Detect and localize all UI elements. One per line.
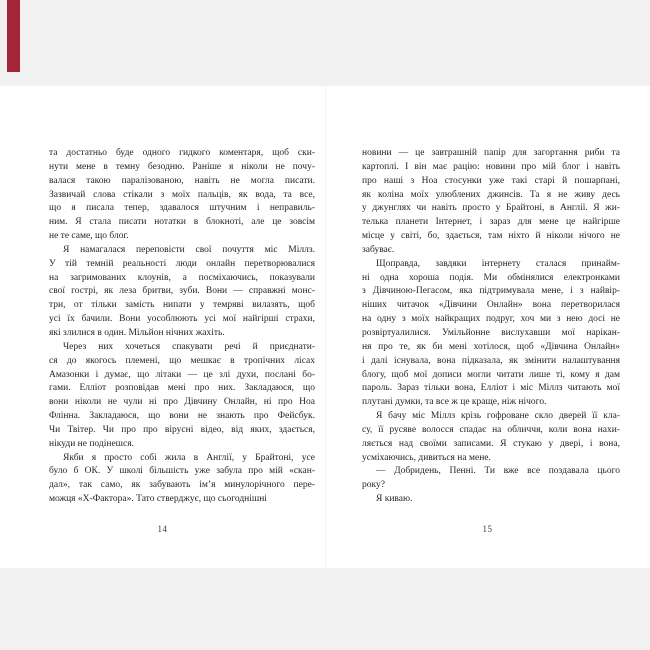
text-line: у джунглях чи навіть просто у Брайтоні, в Англії. Я жи- [362,203,620,214]
text-line: ні одна хороша подія. Ми обмінялися електронками [362,272,620,283]
page-number-right: 15 [482,524,493,534]
page-right-text [362,147,620,507]
text-line: з Дівчиною-Пегасом, яка підтримувала мене, і з найвір- [362,286,620,297]
text-line: новини — це завтрашній папір для загортання риби та [362,148,620,158]
text-line: ніших читачок «Дівчини Онлайн» вона перетворилася [362,300,620,311]
text-line: пароль. Зараз тільки вона, Елліот і міс Міллз читають мої [362,383,620,394]
text-line: — Добридень, Пенні. Ти вже все поздавала цього [376,466,620,477]
text-line: Через них хочеться спакувати речі й приєднати- [63,341,315,352]
text-line: можця «Х-Фактора». Тато стверджує, що сьогоднішні [49,494,267,505]
paragraph [49,147,315,244]
paragraph [49,452,315,507]
page-number-left: 14 [157,524,168,534]
paragraph [362,258,620,410]
text-line: Чи Твітер. Чи про про вірусні відео, від яких, здається, [49,424,315,435]
text-line: блогу, щоб мої дописи могли читати лише ті, кому я дам [362,369,620,380]
text-line: три, от тільки замість нипати у темряві вилазять, щоб [49,300,315,311]
text-line: не те саме, що блог. [49,231,129,242]
page-left-text [49,147,315,507]
text-line: У тій темній реальності люди онлайн перетворювалися [49,258,315,269]
paragraph [362,147,620,258]
text-line: ся до якогось племені, що мешкає в тропічних лісах [49,355,315,366]
text-line: усміхаючись, дивиться на мене. [362,452,491,463]
bookmark-ribbon[interactable] [7,0,20,72]
text-line: нути мене в темну безодню. Раніше я ніколи не почу- [49,161,315,172]
text-line: року? [362,480,385,491]
text-line: Я намагалася переповісти свої почуття міс Міллз. [63,244,315,255]
paragraph [362,493,620,507]
text-line: телька планети Інтернет, і зараз для мене це найгірше [362,217,620,228]
text-line: було б ОК. У школі більшість уже забула про мій «скан- [49,466,315,477]
text-line: ня про те, як би мені хотілося, щоб «Дівчина Онлайн» [362,341,620,352]
text-line: місце у світі, бо, здається, там ніхто й ніколи нічого не [362,231,620,242]
text-line: забуває. [362,244,395,255]
text-line: гами. Елліот розповідав мені про них. Закладаюся, що [49,383,315,394]
text-line: валася такою паралізованою, навіть не могла писати. [49,175,315,186]
text-line: вони ніколи не чули ні про Дівчину Онлайн, ні про Ноа [49,397,315,408]
text-line: плутані думки, та все ж це краще, ніж нічого. [362,397,547,408]
text-line: на загримованих клоунів, а посміхаючись, показували [49,272,315,283]
paragraph [362,465,620,493]
text-line: що я писала тепер, здавалося штучним і неправиль- [49,203,315,214]
text-line: на одну з моїх найкращих подруг, хоч ми з нею досі не [362,314,620,325]
spine-divider [325,86,326,568]
text-line: дал», так само, як забувають ім’я минулорічного пере- [49,480,315,491]
text-line: Флінна. Закладаюся, що вони не знають про Фейсбук. [49,411,315,422]
text-line: Зазвичай слова стікали з моїх пальців, як вода, та все, [49,189,315,200]
text-line: Я киваю. [376,494,413,505]
text-line: усі їх бачили. Вони уособлюють усі мої найгірші страхи, [49,314,315,325]
text-line: нікуди не подінешся. [49,438,134,449]
text-line: ляється над своїми записами. Я стукаю у двері, і вона, [362,438,620,449]
top-margin-band [0,0,650,86]
text-line: свої гострі, як леза бритви, зуби. Вони — справжні монс- [49,286,315,297]
paragraph [49,341,315,452]
text-line: Якби я просто собі жила в Англії, у Брайтоні, усе [63,452,315,463]
text-line: та достатньо буде одного гидкого коментаря, щоб ски- [49,148,315,158]
text-line: Амазонки і думає, що літаки — це злі духи, послані бо- [49,369,315,380]
text-line: як коліна моїх улюблених джинсів. Та я не живу десь [362,189,620,200]
text-line: розвіртуалилися. Умільйонне вислухавши мої нарікан- [362,327,620,338]
text-line: су, її русяве волосся спадає на обличчя, коли вона нахи- [362,424,620,435]
bottom-margin-band [0,568,650,650]
paragraph [49,244,315,341]
text-line: про наші з Ноа стосунки уже такі старі й пошарпані, [362,175,620,186]
text-line: Щоправда, завдяки інтернету сталася принайм- [376,258,620,269]
text-line: картоплі. І він має рацію: новини про мій блог і навіть [362,161,620,172]
paragraph [362,410,620,465]
text-line: Я бачу міс Міллз крізь гофроване скло дверей її кла- [376,411,620,422]
text-line: і далі існувала, вона підказала, як змінити налаштування [362,355,620,366]
text-line: ним. Я стала писати нотатки в блокноті, але це зовсім [49,217,315,228]
text-line: які злилися в один. Мільйон нічних жахіть. [49,327,225,338]
